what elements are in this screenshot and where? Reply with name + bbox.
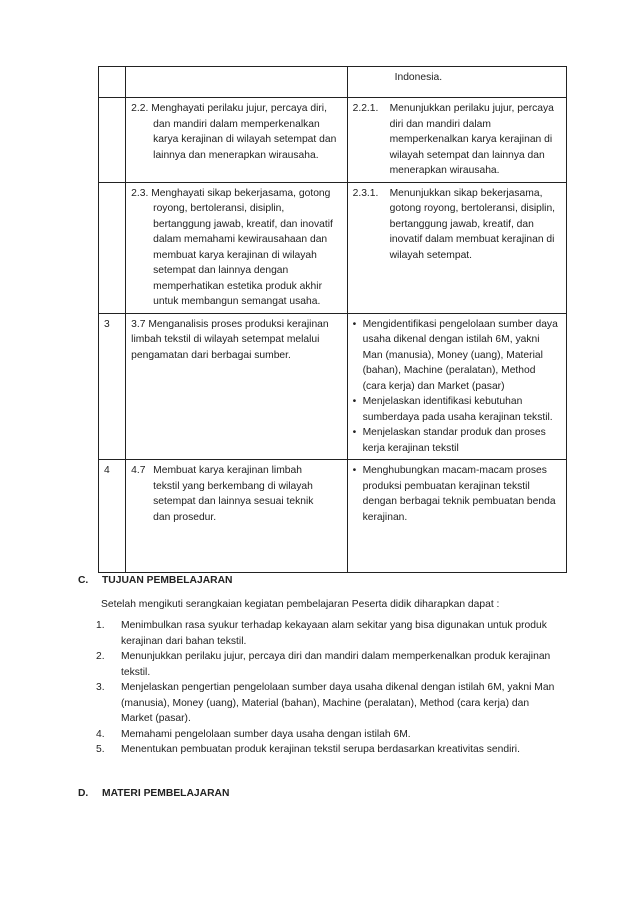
item-text: Menjelaskan pengertian pengelolaan sumber daya usaha dikenal dengan istilah 6M, yakni Man (manusia), Money (uang), Material (bahan), Machine (peralatan), Method (cara kerja) dan Market (pasar).: [121, 682, 555, 724]
indicator-number: 2.2.1.: [352, 103, 379, 114]
basic-competency-label: Menghayati sikap bekerjasama, gotong royong, bertoleransi, disiplin, bertanggung jawab, kreatif, dan inovatif dalam memahami kewirausahaan dan membuat karya kerajinan di wilayah setempat dan lainnya dengan memperhatikan estetika produk akhir untuk membangun semangat usaha.: [151, 187, 333, 307]
list-item: [96, 680, 558, 727]
row-number-cell: [99, 98, 126, 183]
indicator-number: 2.3.1.: [352, 187, 379, 199]
basic-competency-cell: [126, 98, 347, 183]
section-letter: D.: [78, 788, 89, 799]
basic-competency-cell: [126, 182, 347, 313]
basic-competency-cell: [126, 460, 347, 573]
basic-competency-text: [131, 463, 341, 525]
bullet-icon: •: [352, 465, 357, 476]
table-row: [99, 67, 567, 98]
table-row: [99, 98, 567, 183]
basic-competency-text: [131, 186, 341, 310]
indicator-text: Menunjukkan perilaku jujur, percaya diri dan mandiri dalam memperkenalkan karya kerajinan di wilayah setempat dan lainnya dan menerapkan wirausaha.: [389, 103, 554, 176]
bullet-icon: •: [352, 396, 357, 407]
row-number-cell: 3: [99, 313, 126, 460]
indicator-list: [353, 317, 561, 457]
basic-competency-cell: [126, 67, 347, 98]
item-number: 5.: [96, 744, 105, 755]
indicator-cell: [347, 460, 566, 573]
indicator-item: [353, 186, 561, 264]
section-title: TUJUAN PEMBELAJARAN: [102, 575, 233, 586]
list-item: [353, 425, 561, 456]
item-number: 2.: [96, 651, 105, 662]
indicator-text: Menunjukkan sikap bekerjasama, gotong royong, bertoleransi, disiplin, bertanggung jawab, kreatif, dan inovatif dalam membuat kerajinan di wilayah setempat.: [389, 187, 556, 261]
indicator-text: Menjelaskan standar produk dan proses kerja kerajinan tekstil: [362, 427, 546, 454]
table-row: [99, 182, 567, 313]
indicator-text: Menghubungkan macam-macam proses produksi pembuatan kerajinan tekstil dengan berbagai teknik pembuatan benda kerajinan.: [362, 465, 556, 523]
indicator-text: Mengidentifikasi pengelolaan sumber daya usaha dikenal dengan istilah 6M, yakni Man (manusia), Money (uang), Material (bahan), Machine (peralatan), Method (cara kerja) dan Market (pasar): [362, 318, 558, 392]
item-number: 4.: [96, 728, 105, 740]
indicator-item: [353, 101, 561, 179]
table-row: [99, 460, 567, 573]
item-text: Menimbulkan rasa syukur terhadap kekayaan alam sekitar yang bisa digunakan untuk produk kerajinan dari bahan tekstil.: [121, 620, 547, 647]
bullet-icon: •: [352, 427, 357, 438]
item-text: Memahami pengelolaan sumber daya usaha dengan istilah 6M.: [121, 728, 411, 740]
row-number-cell: 4: [99, 460, 126, 573]
indicator-text: Indonesia.: [394, 72, 443, 83]
objectives-list: [78, 618, 558, 758]
item-number: 3.: [96, 682, 105, 693]
basic-competency-number: 2.3.: [131, 187, 149, 199]
indicator-cell: [347, 67, 566, 98]
item-text: Menentukan pembuatan produk kerajinan tekstil serupa berdasarkan kreativitas sendiri.: [121, 744, 520, 755]
indicator-list: [353, 463, 561, 525]
section-learning-materials: [78, 786, 558, 802]
list-item: [353, 463, 561, 525]
section-heading: [78, 786, 558, 802]
section-letter: C.: [78, 575, 89, 586]
section-intro: Setelah mengikuti serangkaian kegiatan pembelajaran Peserta didik diharapkan dapat :: [101, 598, 500, 610]
basic-competency-number: 2.2.: [131, 103, 149, 114]
section-heading: [78, 573, 558, 589]
basic-competency-label: Menghayati perilaku jujur, percaya diri, dan mandiri dalam memperkenalkan karya kerajinan di wilayah setempat dan lainnya dan menerapkan wirausaha.: [151, 103, 337, 161]
indicator-text: Menjelaskan identifikasi kebutuhan sumberdaya pada usaha kerajinan tekstil.: [362, 396, 553, 423]
section-learning-objectives: [78, 573, 558, 758]
basic-competency-text: [131, 101, 341, 163]
row-number-cell: [99, 67, 126, 98]
indicator-cell: [347, 313, 566, 460]
list-item: [96, 618, 558, 649]
indicator-cell: [347, 182, 566, 313]
basic-competency-number: 4.7: [131, 465, 146, 476]
list-item: [96, 649, 558, 680]
basic-competency-text: 3.7 Menganalisis proses produksi kerajinan limbah tekstil di wilayah setempat melalui pengamatan dari berbagai sumber.: [131, 318, 329, 361]
table-row: [99, 313, 567, 460]
item-text: Menunjukkan perilaku jujur, percaya diri dan mandiri dalam memperkenalkan produk kerajinan tekstil.: [121, 651, 551, 678]
competency-table: [98, 66, 567, 573]
basic-competency-label: Membuat karya kerajinan limbah tekstil yang berkembang di wilayah setempat dan lainnya sesuai teknik dan prosedur.: [153, 465, 314, 523]
section-title: MATERI PEMBELAJARAN: [102, 788, 230, 799]
list-item: [353, 394, 561, 425]
indicator-cell: [347, 98, 566, 183]
bullet-icon: •: [352, 318, 357, 330]
basic-competency-cell: [126, 313, 347, 460]
list-item: [96, 727, 558, 743]
row-number-cell: [99, 182, 126, 313]
item-number: 1.: [96, 620, 105, 631]
list-item: [353, 317, 561, 395]
list-item: [96, 742, 558, 758]
